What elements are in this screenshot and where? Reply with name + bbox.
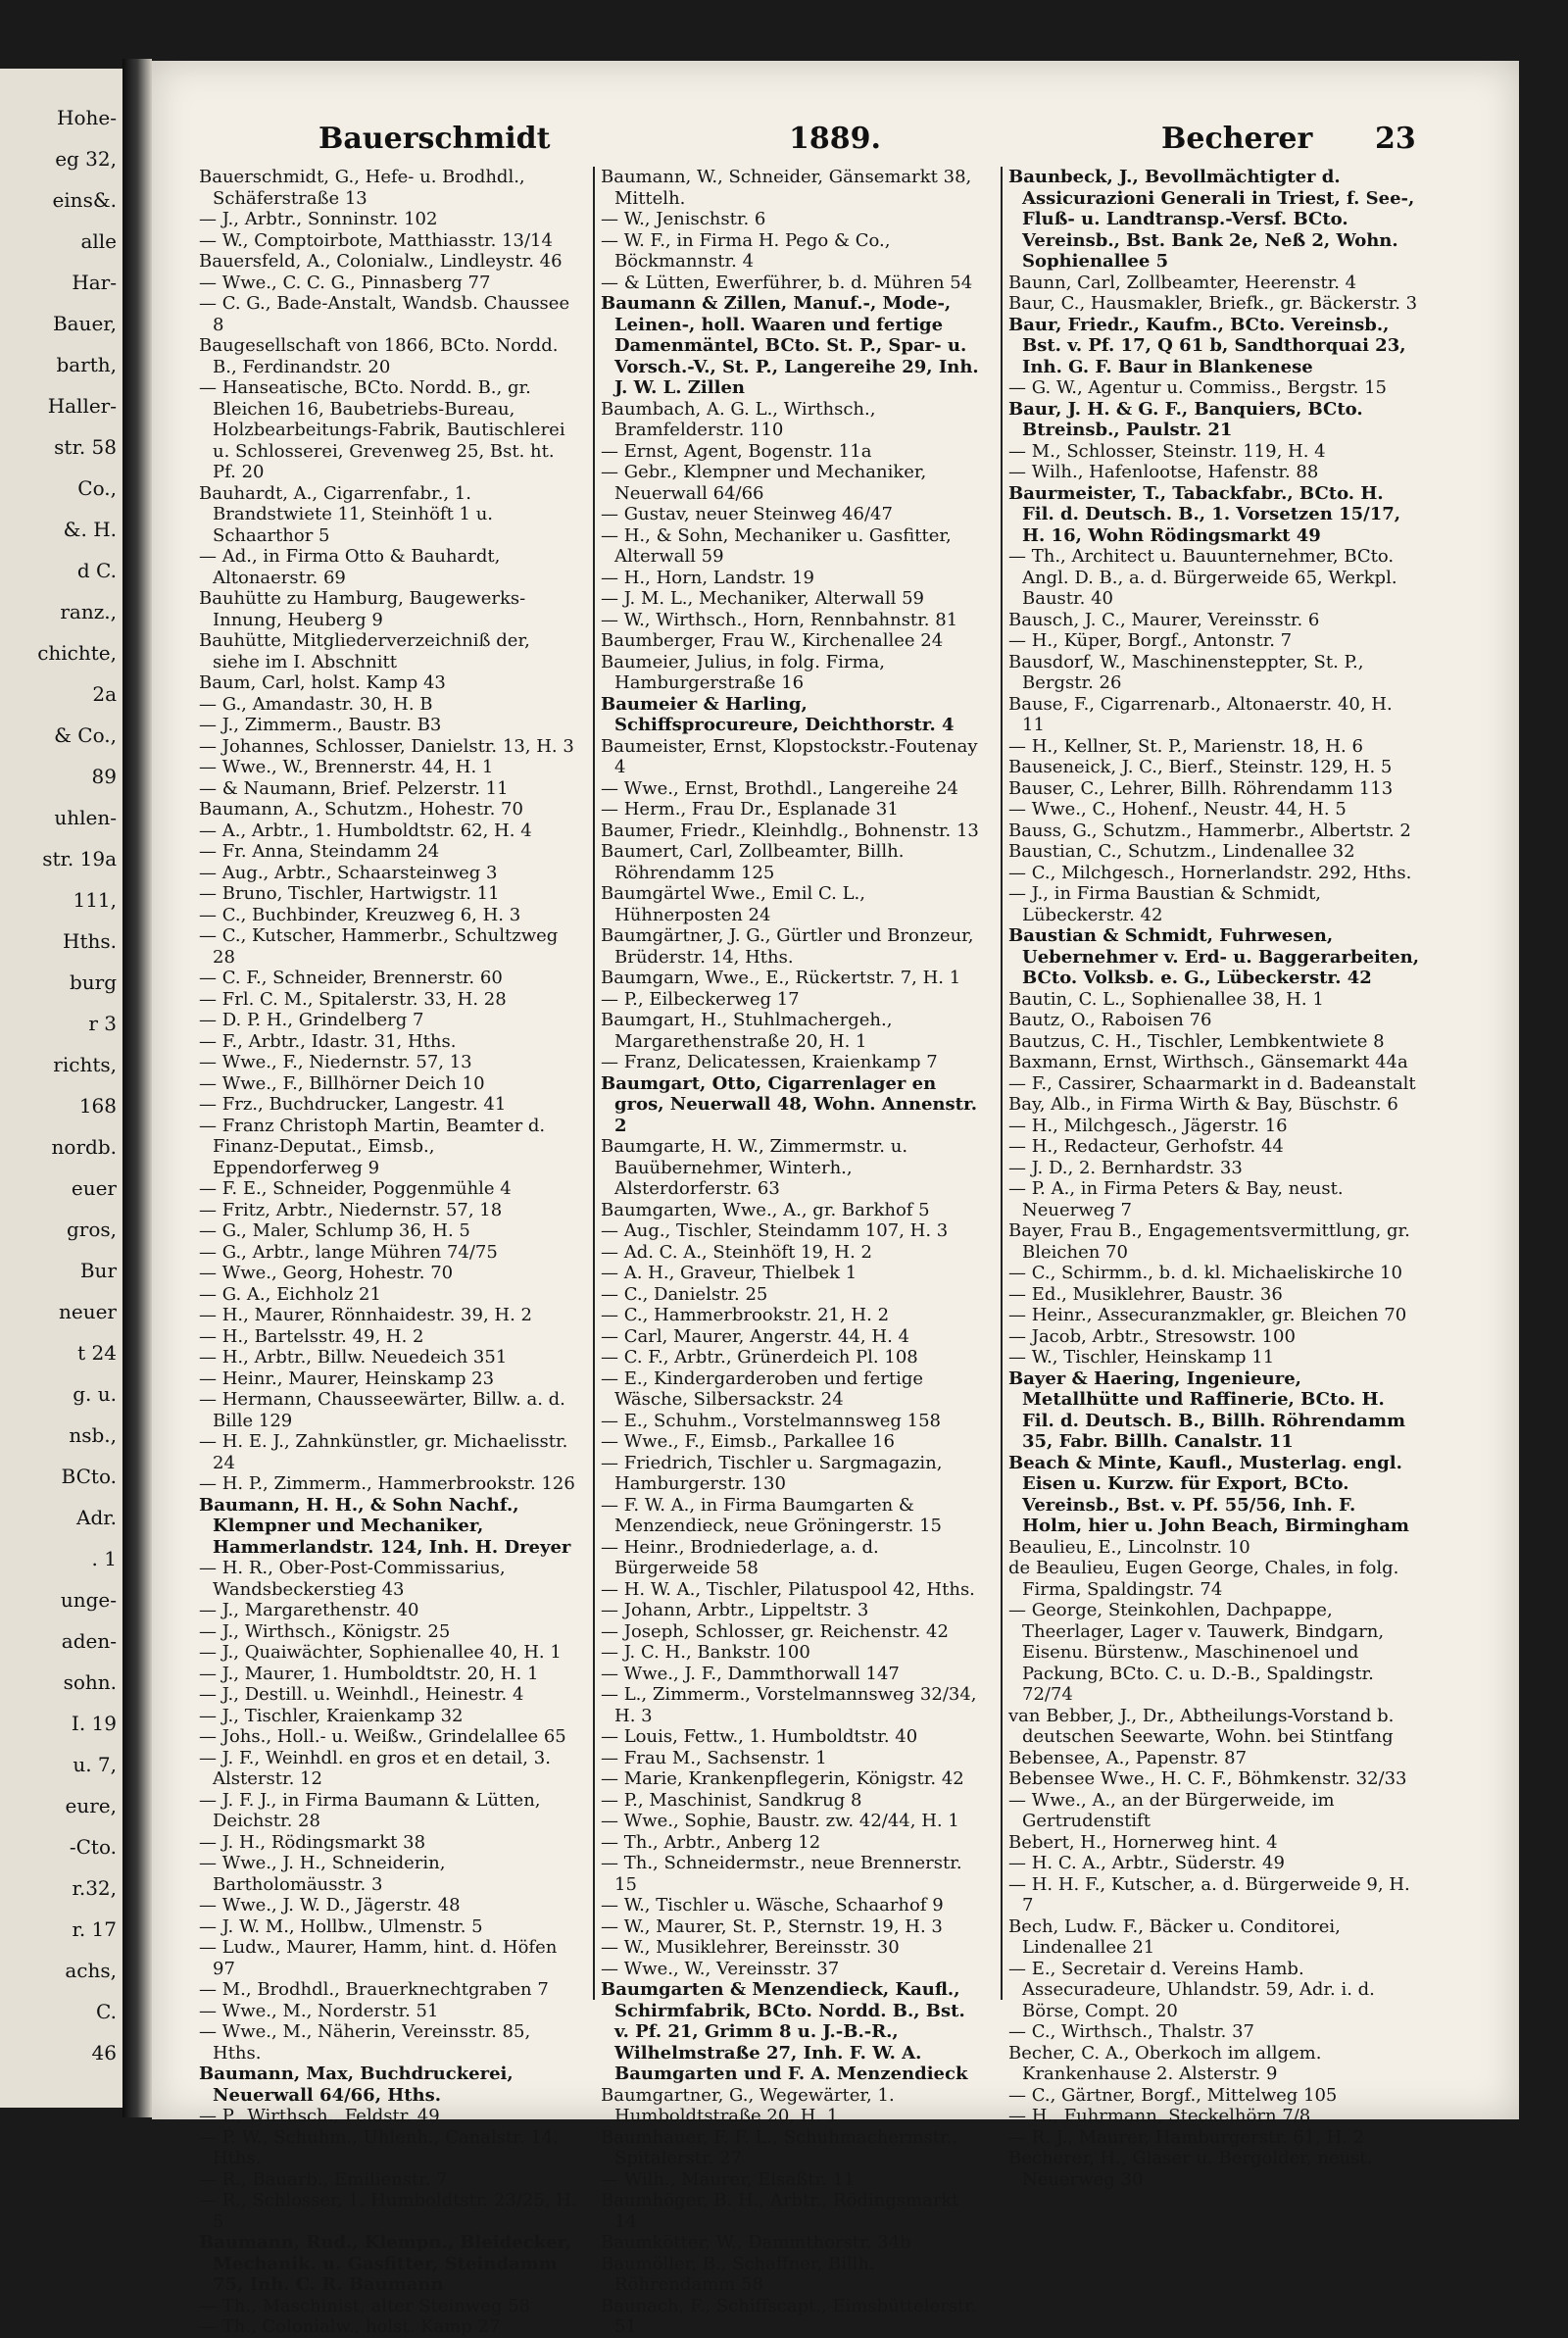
directory-entry: Bech, Ludw. F., Bäcker u. Conditorei, Lindenallee 21	[1008, 1915, 1341, 1958]
previous-page-text-fragment: 168	[78, 1094, 117, 1118]
directory-entry: — C. F., Schneider, Brennerstr. 60	[199, 968, 503, 988]
directory-entry: — R., Schlosser, 1. Humboldtstr. 23/25, H. 5	[199, 2190, 577, 2232]
directory-entry: Baunn, Carl, Zollbeamter, Heerenstr. 4	[1008, 272, 1357, 293]
directory-entry: — C. G., Bade-Anstalt, Wandsb. Chaussee 8	[199, 293, 570, 335]
directory-entry: — Herm., Frau Dr., Esplanade 31	[601, 799, 899, 820]
directory-entry: — Johs., Holl.- u. Weißw., Grindelallee 65	[199, 1726, 566, 1747]
previous-page-text-fragment: 2a	[92, 682, 117, 706]
directory-entry: — Wwe., M., Norderstr. 51	[199, 2000, 439, 2021]
directory-entry: — Wwe., W., Vereinsstr. 37	[601, 1958, 840, 1979]
previous-page-text-fragment: eg 32,	[55, 147, 117, 171]
previous-page-text-fragment: richts,	[53, 1053, 117, 1076]
previous-page-text-fragment: Hths.	[63, 929, 117, 953]
directory-entry: — F., Cassirer, Schaarmarkt in d. Badeanstalt	[1008, 1072, 1416, 1094]
directory-entry: Baumeier, Julius, in folg. Firma, Hamburgerstraße 16	[601, 651, 886, 693]
directory-entry: — E., Secretair d. Vereins Hamb. Assecuradeure, Uhlandstr. 59, Adr. i. d. Börse, Compt. 20	[1008, 1958, 1375, 2021]
directory-entry: Baur, J. H. & G. F., Banquiers, BCto. Btreinsb., Paulstr. 21	[1008, 398, 1363, 440]
directory-entry: — J., Zimmerm., Baustr. B3	[199, 715, 442, 735]
previous-page-text-fragment: r. 17	[72, 1917, 117, 1941]
directory-entry: — Ad. C. A., Steinhöft 19, H. 2	[601, 1241, 872, 1263]
directory-entry: — R. J., Maurer, Hamburgerstr. 61, H. 2	[1008, 2126, 1365, 2148]
directory-entry: Baunach, F., Schiffscapt., Eimsbüttelerstr. 51	[601, 2295, 977, 2337]
previous-page-text-fragment: d C.	[76, 559, 117, 582]
previous-page-text-fragment: r 3	[88, 1012, 117, 1035]
directory-entry: — F., Arbtr., Idastr. 31, Hths.	[199, 1030, 457, 1052]
directory-entry: — H., Maurer, Rönnhaidestr. 39, H. 2	[199, 1305, 532, 1325]
previous-page-text-fragment: gros,	[66, 1218, 117, 1241]
directory-entry: — H. R., Ober-Post-Commissarius, Wandsbeckerstieg 43	[199, 1558, 506, 1600]
directory-entry: — H. W. A., Tischler, Pilatuspool 42, Hths.	[601, 1578, 975, 1600]
previous-page-text-fragment: neuer	[59, 1300, 117, 1323]
directory-entry: — J., in Firma Baustian & Schmidt, Lübeckerstr. 42	[1008, 883, 1322, 925]
directory-entry: — Th., Maschinist, alter Steinweg 58	[199, 2295, 531, 2316]
directory-entry: — Frl. C. M., Spitalerstr. 33, H. 28	[199, 988, 507, 1010]
directory-entry: — Aug., Tischler, Steindamm 107, H. 3	[601, 1220, 949, 1241]
previous-page-text-fragment: eure,	[65, 1794, 117, 1817]
directory-entry: Baumhauer, F. F. L., Schuhmachermstr., Spitalerstr. 27	[601, 2126, 958, 2168]
directory-entry: Baumann, A., Schutzm., Hohestr. 70	[199, 799, 523, 820]
directory-entry: — H., Fuhrmann, Steckelhörn 7/8	[1008, 2106, 1311, 2126]
directory-entry: — Th., Architect u. Bauunternehmer, BCto. Angl. D. B., a. d. Bürgerweide 65, Werkpl. Baustr. 40	[1008, 546, 1397, 609]
previous-page-text-fragment: 89	[91, 765, 117, 788]
directory-entry: — E., Kindergarderoben und fertige Wäsche, Silbersackstr. 24	[601, 1368, 924, 1410]
directory-entry: — H., Bartelsstr. 49, H. 2	[199, 1325, 424, 1347]
directory-entry: — Fr. Anna, Steindamm 24	[199, 841, 440, 862]
directory-entry: Bauseneick, J. C., Bierf., Steinstr. 129, H. 5	[1008, 757, 1393, 777]
directory-entry: — Wwe., J. W. D., Jägerstr. 48	[199, 1895, 461, 1915]
directory-entry: Becher, C. A., Oberkoch im allgem. Krankenhause 2. Alsterstr. 9	[1008, 2042, 1322, 2084]
directory-entry: Baugesellschaft von 1866, BCto. Nordd. B., Ferdinandstr. 20	[199, 335, 559, 377]
previous-page-text-fragment: & Co.,	[54, 723, 117, 747]
directory-entry: Baumgart, Otto, Cigarrenlager en gros, Neuerwall 48, Wohn. Annenstr. 2	[601, 1072, 978, 1136]
previous-page-text-fragment: uhlen-	[54, 806, 117, 829]
directory-entry: Bautin, C. L., Sophienallee 38, H. 1	[1008, 988, 1324, 1010]
directory-entry: — F. E., Schneider, Poggenmühle 4	[199, 1178, 512, 1199]
directory-entry: Bebert, H., Hornerweg hint. 4	[1008, 1831, 1278, 1853]
previous-page-text-fragment: g. u.	[73, 1382, 117, 1406]
previous-page-text-fragment: barth,	[56, 353, 117, 376]
directory-entry: — H., & Sohn, Mechaniker u. Gasfitter, Alterwall 59	[601, 524, 952, 567]
directory-entry: — E., Schuhm., Vorstelmannsweg 158	[601, 1410, 942, 1431]
directory-entry: — Hermann, Chausseewärter, Billw. a. d. Bille 129	[199, 1389, 565, 1431]
directory-entry: — P. W., Schuhm., Uhlenh., Canalstr. 14, Hths.	[199, 2126, 559, 2168]
directory-entry: — Johann, Arbtr., Lippeltstr. 3	[601, 1600, 869, 1620]
directory-entry: Baumert, Carl, Zollbeamter, Billh. Röhrendamm 125	[601, 841, 905, 883]
directory-entry: — H., Kellner, St. P., Marienstr. 18, H. 6	[1008, 735, 1363, 757]
directory-entry: Baumann, Max, Buchdruckerei, Neuerwall 64/66, Hths.	[199, 2064, 514, 2106]
previous-page-text-fragment: sohn.	[63, 1670, 117, 1694]
previous-page-text-fragment: . 1	[91, 1547, 117, 1570]
directory-entry: — A. H., Graveur, Thielbek 1	[601, 1263, 858, 1283]
directory-entry: — J., Tischler, Kraienkamp 32	[199, 1705, 464, 1726]
directory-entry: — G., Amandastr. 30, H. B	[199, 693, 433, 715]
directory-entry: Bause, F., Cigarrenarb., Altonaerstr. 40, H. 11	[1008, 693, 1393, 735]
directory-entry: — Gebr., Klempner und Mechaniker, Neuerwall 64/66	[601, 462, 927, 504]
directory-entry: — J. F., Weinhdl. en gros et en detail, 3. Alsterstr. 12	[199, 1747, 551, 1789]
directory-entry: — Heinr., Assecuranzmakler, gr. Bleichen 70	[1008, 1305, 1407, 1325]
directory-entry: — Bruno, Tischler, Hartwigstr. 11	[199, 883, 500, 904]
previous-page-text-fragment: nsb.,	[69, 1423, 117, 1447]
directory-entry: Baumöller, B., Schaffner, Billh. Röhrendamm 58	[601, 2253, 875, 2295]
header-last-entry: Becherer	[1161, 122, 1313, 156]
directory-entry: — W., Jenischstr. 6	[601, 209, 766, 229]
directory-entry: — C., Hammerbrookstr. 21, H. 2	[601, 1305, 890, 1325]
directory-entry: — Carl, Maurer, Angerstr. 44, H. 4	[601, 1325, 909, 1347]
directory-entry: — Johannes, Schlosser, Danielstr. 13, H. 3	[199, 735, 574, 757]
directory-entry: — J. C. H., Bankstr. 100	[601, 1642, 810, 1663]
directory-entry: Baumbach, A. G. L., Wirthsch., Bramfelderstr. 110	[601, 398, 876, 440]
directory-entry: — J., Wirthsch., Königstr. 25	[199, 1620, 451, 1642]
previous-page-text-fragment: alle	[80, 229, 117, 253]
directory-entry: Baumgarten, Wwe., A., gr. Barkhof 5	[601, 1199, 930, 1220]
directory-entry: Bauerschmidt, G., Hefe- u. Brodhdl., Schäferstraße 13	[199, 167, 525, 209]
directory-entry: — W., Maurer, St. P., Sternstr. 19, H. 3	[601, 1915, 943, 1937]
directory-entry: — C., Wirthsch., Thalstr. 37	[1008, 2021, 1254, 2042]
directory-entry: — Marie, Krankenpflegerin, Königstr. 42	[601, 1768, 964, 1789]
directory-entry: — Fritz, Arbtr., Niedernstr. 57, 18	[199, 1199, 503, 1220]
directory-entry: Baumkötter, W., Dammthorstr. 34b	[601, 2232, 911, 2253]
directory-entry: — Wwe., C. C. G., Pinnasberg 77	[199, 272, 491, 293]
directory-entry: — G., Arbtr., lange Mühren 74/75	[199, 1241, 498, 1263]
directory-entry: Baumann, H. H., & Sohn Nachf., Klempner und Mechaniker, Hammerlandstr. 124, Inh. H. Dreyer	[199, 1494, 571, 1558]
directory-entry: Baustian, C., Schutzm., Lindenallee 32	[1008, 841, 1355, 862]
column-divider	[1001, 167, 1003, 2000]
previous-page-text-fragment: Bur	[79, 1259, 117, 1282]
directory-entry: Baumgärtner, J. G., Gürtler und Bronzeur, Brüderstr. 14, Hths.	[601, 925, 974, 968]
directory-entry: — Wwe., J. H., Schneiderin, Bartholomäusstr. 3	[199, 1853, 446, 1895]
directory-entry: Bauersfeld, A., Colonialw., Lindleystr. 46	[199, 251, 563, 272]
directory-entry: — C., Gärtner, Borgf., Mittelweg 105	[1008, 2084, 1338, 2106]
directory-entry: — F. W. A., in Firma Baumgarten & Menzendieck, neue Gröningerstr. 15	[601, 1494, 942, 1536]
entries-column-1	[199, 167, 581, 2337]
previous-page-text-fragment: Hohe-	[57, 106, 117, 129]
directory-entry: Beach & Minte, Kaufl., Musterlag. engl. Eisen u. Kurzw. für Export, BCto. Vereinsb., Bst. v. Pf. 55/56, Inh. F. Holm, hier u. John Beach, Birmingham	[1008, 1452, 1409, 1536]
directory-entry: — Wwe., C., Hohenf., Neustr. 44, H. 5	[1008, 799, 1347, 820]
directory-entry: — Wwe., Georg, Hohestr. 70	[199, 1263, 454, 1283]
previous-page-text-fragment: C.	[96, 2000, 117, 2023]
directory-entry: Baumgarten & Menzendieck, Kaufl., Schirmfabrik, BCto. Nordd. B., Bst. v. Pf. 21, Grimm 8 u. J.-B.-R., Wilhelmstraße 27, Inh. F. W. A. Baumgarten und F. A. Menzendieck	[601, 1979, 968, 2084]
directory-entry: — George, Steinkohlen, Dachpappe, Theerlager, Lager v. Tauwerk, Bindgarn, Eisenu. Bürstenw., Maschinenoel und Packung, BCto. C. u. D.-B., Spaldingstr. 72/74	[1008, 1600, 1385, 1705]
directory-entry: — Ad., in Firma Otto & Bauhardt, Altonaerstr. 69	[199, 546, 501, 588]
directory-entry: — H., Küper, Borgf., Antonstr. 7	[1008, 630, 1293, 651]
directory-entry: Baumhöger, B. H., Arbtr., Rödingsmarkt 14	[601, 2190, 959, 2232]
directory-entry: — H. C. A., Arbtr., Süderstr. 49	[1008, 1853, 1285, 1873]
directory-entry: — P. A., in Firma Peters & Bay, neust. Neuerweg 7	[1008, 1178, 1344, 1220]
directory-entry: — Frz., Buchdrucker, Langestr. 41	[199, 1094, 507, 1115]
directory-entry: Bauser, C., Lehrer, Billh. Röhrendamm 113	[1008, 777, 1394, 799]
directory-entry: — C., Milchgesch., Hornerlandstr. 292, Hths.	[1008, 862, 1412, 883]
directory-entry: Baumann, Rud., Klempn., Bleidecker, Mechanik. u. Gasfitter, Steindamm 75, Inh. C. R. Baumann	[199, 2232, 571, 2295]
book-gutter	[122, 59, 152, 2117]
directory-entry: — P., Eilbeckerweg 17	[601, 988, 800, 1010]
directory-entry: — Frau M., Sachsenstr. 1	[601, 1747, 827, 1768]
previous-page-text-fragment: Har-	[72, 271, 117, 294]
directory-entry: — H., Redacteur, Gerhofstr. 44	[1008, 1136, 1284, 1157]
directory-entry: — H. P., Zimmerm., Hammerbrookstr. 126	[199, 1473, 575, 1494]
directory-entry: Baumann, W., Schneider, Gänsemarkt 38, Mittelh.	[601, 167, 972, 209]
directory-entry: Baunbeck, J., Bevollmächtigter d. Assicurazioni Generali in Triest, f. See-, Fluß- u. Landtransp.-Versf. BCto. Vereinsb., Bst. Bank 2e, Neß 2, Wohn. Sophienallee 5	[1008, 167, 1415, 272]
directory-entry: — D. P. H., Grindelberg 7	[199, 1010, 424, 1030]
directory-entry: — Wwe., J. F., Dammthorwall 147	[601, 1663, 900, 1684]
previous-page-text-fragment: achs,	[65, 1959, 117, 1982]
previous-page-text-fragment: str. 58	[54, 435, 117, 459]
previous-page-text-fragment: BCto.	[61, 1465, 117, 1488]
directory-entry: — Heinr., Brodniederlage, a. d. Bürgerweide 58	[601, 1536, 879, 1578]
directory-entry: — W., Tischler, Heinskamp 11	[1008, 1347, 1275, 1368]
directory-entry: — Wwe., A., an der Bürgerweide, im Gertrudenstift	[1008, 1789, 1335, 1831]
previous-page-text-fragment: u. 7,	[73, 1753, 117, 1776]
directory-entry: Baumgarn, Wwe., E., Rückertstr. 7, H. 1	[601, 968, 961, 988]
directory-entry: — L., Zimmerm., Vorstelmannsweg 32/34, H. 3	[601, 1684, 977, 1726]
directory-page	[152, 61, 1519, 2337]
directory-entry: Baumgärtel Wwe., Emil C. L., Hühnerposten 24	[601, 883, 865, 925]
previous-page-text-fragment: I. 19	[71, 1712, 117, 1735]
directory-entry: — P., Maschinist, Sandkrug 8	[601, 1789, 862, 1811]
directory-entry: — Franz, Delicatessen, Kraienkamp 7	[601, 1052, 938, 1072]
directory-entry: Bauhütte, Mitgliederverzeichniß der, siehe im I. Abschnitt	[199, 630, 530, 672]
previous-page-text-fragment: &. H.	[63, 518, 117, 541]
directory-entry: — C. F., Arbtr., Grünerdeich Pl. 108	[601, 1347, 918, 1368]
directory-entry: Beaulieu, E., Lincolnstr. 10	[1008, 1536, 1250, 1558]
directory-entry: — J. F. J., in Firma Baumann & Lütten, Deichstr. 28	[199, 1789, 541, 1831]
directory-entry: — Ludw., Maurer, Hamm, hint. d. Höfen 97	[199, 1937, 558, 1979]
directory-entry: — W. F., in Firma H. Pego & Co., Böckmannstr. 4	[601, 229, 891, 272]
directory-entry: — & Lütten, Ewerführer, b. d. Mühren 54	[601, 272, 973, 293]
directory-entry: — Wwe., W., Brennerstr. 44, H. 1	[199, 757, 494, 777]
previous-page-text-fragment: nordb.	[51, 1135, 117, 1159]
directory-entry: Baur, C., Hausmakler, Briefk., gr. Bäckerstr. 3	[1008, 293, 1418, 314]
directory-entry: Baumgartner, G., Wegewärter, 1. Humboldtstraße 20, H. 1	[601, 2084, 895, 2126]
directory-entry: — Th., Arbtr., Anberg 12	[601, 1831, 821, 1853]
directory-entry: — G., Maler, Schlump 36, H. 5	[199, 1220, 470, 1241]
directory-entry: — Wilh., Maurer, Elsaßtr. 11	[601, 2168, 856, 2190]
directory-entry: Baumeier & Harling, Schiffsprocureure, Deichthorstr. 4	[601, 693, 955, 735]
previous-page-text-fragment: unge-	[60, 1588, 117, 1612]
header-first-entry: Bauerschmidt	[318, 122, 551, 156]
directory-entry: — J. H., Rödingsmarkt 38	[199, 1831, 426, 1853]
directory-entry: Baustian & Schmidt, Fuhrwesen, Uebernehmer v. Erd- u. Baggerarbeiten, BCto. Volksb. e. G., Lübeckerstr. 42	[1008, 925, 1419, 988]
directory-entry: — C., Buchbinder, Kreuzweg 6, H. 3	[199, 904, 521, 925]
directory-entry: — W., Comptoirbote, Matthiasstr. 13/14	[199, 229, 553, 251]
directory-entry: — Wwe., M., Näherin, Vereinsstr. 85, Hths.	[199, 2021, 531, 2064]
directory-entry: — Heinr., Maurer, Heinskamp 23	[199, 1368, 495, 1389]
directory-entry: — H., Arbtr., Billw. Neuedeich 351	[199, 1347, 508, 1368]
previous-page-text-fragment: eins&.	[52, 188, 117, 212]
previous-page-text-fragment: -Cto.	[69, 1835, 117, 1859]
directory-entry: — H., Horn, Landstr. 19	[601, 567, 815, 588]
directory-entry: Baur, Friedr., Kaufm., BCto. Vereinsb., Bst. v. Pf. 17, Q 61 b, Sandthorquai 23, Inh. G. F. Baur in Blankenese	[1008, 314, 1406, 377]
previous-page-text-fragment: burg	[69, 970, 117, 994]
directory-entry: Bayer & Haering, Ingenieure, Metallhütte und Raffinerie, BCto. H. Fil. d. Deutsch. B., Billh. Röhrendamm 35, Fabr. Billh. Canalstr. 11	[1008, 1368, 1406, 1452]
previous-page-text-fragment: euer	[71, 1176, 117, 1200]
directory-entry: — W., Tischler u. Wäsche, Schaarhof 9	[601, 1895, 944, 1915]
directory-entry: — Wwe., F., Eimsb., Parkallee 16	[601, 1431, 895, 1452]
previous-page-text-fragment: ranz.,	[60, 600, 117, 623]
directory-entry: — Joseph, Schlosser, gr. Reichenstr. 42	[601, 1620, 949, 1642]
directory-entry: Bauss, G., Schutzm., Hammerbr., Albertstr. 2	[1008, 820, 1411, 841]
directory-entry: — J., Arbtr., Sonninstr. 102	[199, 209, 438, 229]
directory-entry: Bebensee Wwe., H. C. F., Böhmkenstr. 32/33	[1008, 1768, 1407, 1789]
page-number: 23	[1375, 122, 1416, 156]
directory-entry: — J. D., 2. Bernhardstr. 33	[1008, 1157, 1243, 1178]
directory-entry: — Wwe., F., Niedernstr. 57, 13	[199, 1052, 472, 1072]
running-header	[152, 122, 1519, 165]
directory-entry: — Friedrich, Tischler u. Sargmagazin, Hamburgerstr. 130	[601, 1452, 943, 1494]
directory-entry: Baxmann, Ernst, Wirthsch., Gänsemarkt 44a	[1008, 1052, 1408, 1072]
directory-entry: — G. A., Eichholz 21	[199, 1283, 381, 1305]
directory-entry: — J. M. L., Mechaniker, Alterwall 59	[601, 588, 924, 609]
directory-entry: van Bebber, J., Dr., Abtheilungs-Vorstand b. deutschen Seewarte, Wohn. bei Stintfang	[1008, 1705, 1395, 1747]
previous-page-text-fragment: r.32,	[72, 1876, 117, 1900]
directory-entry: — Louis, Fettw., 1. Humboldtstr. 40	[601, 1726, 918, 1747]
directory-entry: — H. H. F., Kutscher, a. d. Bürgerweide 9, H. 7	[1008, 1873, 1410, 1915]
previous-page-text-fragment: aden-	[61, 1629, 117, 1653]
directory-entry: — W., Wirthsch., Horn, Rennbahnstr. 81	[601, 609, 958, 630]
entries-column-3	[1008, 167, 1420, 2190]
directory-entry: — A., Arbtr., 1. Humboldtstr. 62, H. 4	[199, 820, 532, 841]
previous-page-text-fragment: Adr.	[76, 1506, 117, 1529]
previous-page-edge	[0, 69, 124, 2108]
directory-entry: — J., Destill. u. Weinhdl., Heinestr. 4	[199, 1684, 524, 1705]
directory-entry: Bausch, J. C., Maurer, Vereinsstr. 6	[1008, 609, 1320, 630]
directory-entry: Bebensee, A., Papenstr. 87	[1008, 1747, 1248, 1768]
directory-entry: Bauhütte zu Hamburg, Baugewerks-Innung, Heuberg 9	[199, 588, 526, 630]
directory-entry: — J., Maurer, 1. Humboldtstr. 20, H. 1	[199, 1663, 539, 1684]
column-divider	[593, 167, 595, 2000]
directory-entry: — Wilh., Hafenlootse, Hafenstr. 88	[1008, 462, 1319, 482]
directory-entry: Baumgarte, H. W., Zimmermstr. u. Bauübernehmer, Winterh., Alsterdorferstr. 63	[601, 1136, 908, 1199]
directory-entry: Baumeister, Ernst, Klopstockstr.-Foutenay 4	[601, 735, 978, 777]
directory-entry: — H. E. J., Zahnkünstler, gr. Michaelisstr. 24	[199, 1431, 568, 1473]
previous-page-text-fragment: Co.,	[77, 476, 117, 500]
directory-entry: Baumer, Friedr., Kleinhdlg., Bohnenstr. 13	[601, 820, 979, 841]
directory-entry: — Franz Christoph Martin, Beamter d. Finanz-Deputat., Eimsb., Eppendorferweg 9	[199, 1115, 546, 1178]
directory-entry: Baum, Carl, holst. Kamp 43	[199, 672, 446, 693]
directory-entry: — & Naumann, Brief. Pelzerstr. 11	[199, 777, 509, 799]
directory-entry: Bausdorf, W., Maschinensteppter, St. P., Bergstr. 26	[1008, 651, 1364, 693]
directory-entry: — C., Schirmm., b. d. kl. Michaeliskirche 10	[1008, 1263, 1402, 1283]
directory-entry: — Aug., Arbtr., Schaarsteinweg 3	[199, 862, 498, 883]
directory-entry: Bautz, O., Raboisen 76	[1008, 1010, 1212, 1030]
previous-page-text-fragment: Haller-	[47, 394, 117, 418]
directory-entry: Bay, Alb., in Firma Wirth & Bay, Büschstr. 6	[1008, 1094, 1398, 1115]
directory-entry: — C., Danielstr. 25	[601, 1283, 768, 1305]
directory-entry: — W., Musiklehrer, Bereinsstr. 30	[601, 1937, 900, 1958]
directory-entry: — J. W. M., Hollbw., Ulmenstr. 5	[199, 1915, 483, 1937]
directory-entry: — Ed., Musiklehrer, Baustr. 36	[1008, 1283, 1283, 1305]
directory-entry: Baumann & Zillen, Manuf.-, Mode-, Leinen-, holl. Waaren und fertige Damenmäntel, BCto. St. P., Spar- u. Vorsch.-V., St. P., Langereihe 29, Inh. J. W. L. Zillen	[601, 293, 979, 398]
directory-entry: Becherer, H., Glaser u. Bergolder, neust. Neuerweg 30	[1008, 2148, 1373, 2190]
directory-entry: — Wwe., F., Billhörner Deich 10	[199, 1072, 485, 1094]
directory-entry: — Ernst, Agent, Bogenstr. 11a	[601, 440, 872, 462]
previous-page-text-fragment: Bauer,	[52, 312, 117, 335]
directory-entry: — Gustav, neuer Steinweg 46/47	[601, 504, 893, 524]
directory-entry: — Jacob, Arbtr., Stresowstr. 100	[1008, 1325, 1296, 1347]
directory-entry: Baurmeister, T., Tabackfabr., BCto. H. Fil. d. Deutsch. B., 1. Vorsetzen 15/17, H. 16, Wohn Rödingsmarkt 49	[1008, 482, 1401, 546]
previous-page-text-fragment: t 24	[77, 1341, 117, 1365]
directory-entry: — J., Margarethenstr. 40	[199, 1600, 419, 1620]
directory-entry: Baumgart, H., Stuhlmachergeh., Margarethenstraße 20, H. 1	[601, 1010, 893, 1052]
directory-entry: — Hanseatische, BCto. Nordd. B., gr. Bleichen 16, Baubetriebs-Bureau, Holzbearbeitungs-Fabrik, Bautischlerei u. Schlosserei, Grevenweg 25, Bst. ht. Pf. 20	[199, 377, 565, 482]
directory-entry: — Wwe., Sophie, Baustr. zw. 42/44, H. 1	[601, 1811, 959, 1831]
directory-entry: — M., Brodhdl., Brauerknechtgraben 7	[199, 1979, 549, 2000]
directory-entry: — Th., Schneidermstr., neue Brennerstr. 15	[601, 1853, 962, 1895]
header-year: 1889.	[789, 122, 881, 156]
previous-page-text-fragment: chichte,	[37, 641, 117, 665]
directory-entry: — P., Wirthsch., Feldstr. 49	[199, 2106, 440, 2126]
directory-entry: de Beaulieu, Eugen George, Chales, in folg. Firma, Spaldingstr. 74	[1008, 1558, 1399, 1600]
directory-entry: — J., Quaiwächter, Sophienallee 40, H. 1	[199, 1642, 562, 1663]
directory-entry: — G. W., Agentur u. Commiss., Bergstr. 15	[1008, 377, 1387, 398]
directory-entry: — C., Kutscher, Hammerbr., Schultzweg 28	[199, 925, 559, 968]
directory-entry: — H., Milchgesch., Jägerstr. 16	[1008, 1115, 1288, 1136]
directory-entry: Bayer, Frau B., Engagementsvermittlung, gr. Bleichen 70	[1008, 1220, 1410, 1263]
directory-entry: — M., Schlosser, Steinstr. 119, H. 4	[1008, 440, 1326, 462]
directory-entry: Bautzus, C. H., Tischler, Lembkentwiete 8	[1008, 1030, 1385, 1052]
directory-entry: — R., Bauarb., Emilienstr. 7	[199, 2168, 448, 2190]
directory-entry: — Th., Colonialw., holst. Kamp 27	[199, 2316, 501, 2337]
previous-page-text-fragment: str. 19a	[42, 847, 117, 871]
directory-entry: Bauhardt, A., Cigarrenfabr., 1. Brandstwiete 11, Steinhöft 1 u. Schaarthor 5	[199, 482, 494, 546]
previous-page-text-fragment: 46	[91, 2041, 117, 2064]
entries-column-2	[601, 167, 983, 2337]
directory-entry: — Wwe., Ernst, Brothdl., Langereihe 24	[601, 777, 958, 799]
directory-entry: Baumberger, Frau W., Kirchenallee 24	[601, 630, 944, 651]
previous-page-text-fragment: 111,	[73, 888, 117, 912]
